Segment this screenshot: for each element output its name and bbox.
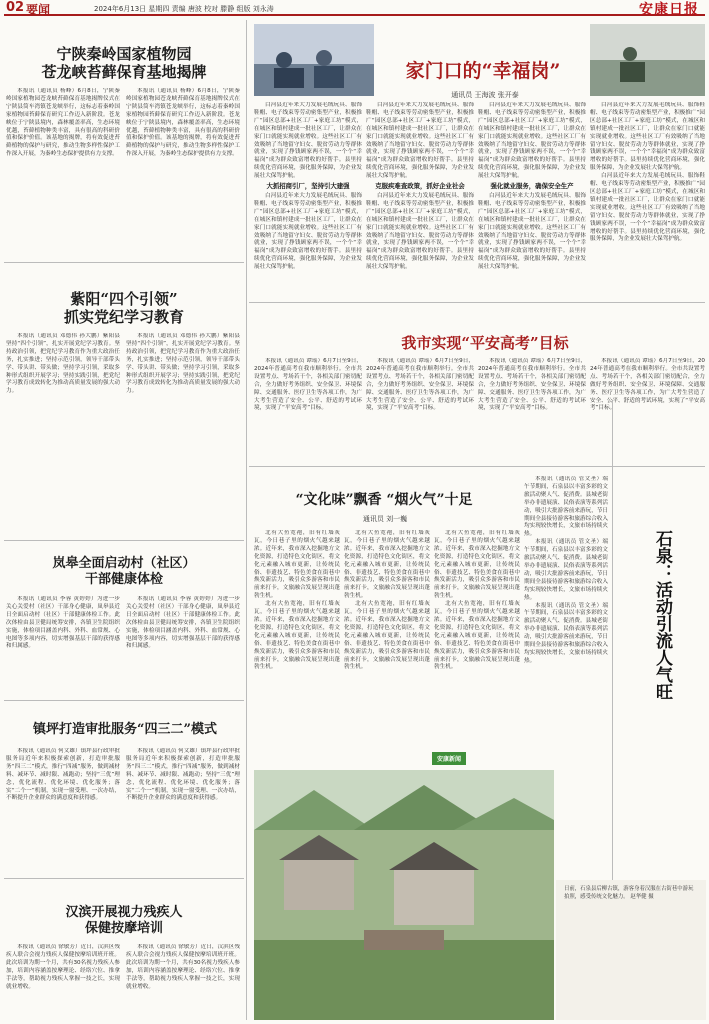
article-body: 本报讯（通讯员 李蓉 黄婷婷）为进一步关心关爱村（社区）干部身心健康，岚皋县近日全面启动村（社区）干部健康体检工作。此次体检由县卫健局统筹安排，各镇卫生院组织实施，体检项目涵盖内科、外科、血常规、心电图等多项内容，切实增强基层干部的获得感和归属感。 bbox=[6, 596, 120, 650]
article-headline: 镇坪打造审批服务“四三二”模式 bbox=[33, 722, 217, 737]
article-body-col3: 本报讯（通讯员 谭瑶）6月7日至9日，2024年普通高考在我市顺利举行。全市共设置考点、考场若干个，各相关部门密切配合，全力做好考务组织、安全保卫、环境保障、交通服务、医疗卫生等各项工作，为广大考生营造了安全、公平、舒适的考试环境，实现了“平安高考”目标。 bbox=[478, 358, 586, 412]
article-headline-vertical: 石泉：活动引流人气旺 bbox=[652, 530, 672, 700]
article-body-continued: 本报讯（通讯员 邓德伟 孙大鹏）紫阳县坚持“四个引领”，扎实开展党纪学习教育。坚持政治引领，把党纪学习教育作为重大政治任务，扎实推进；坚持示范引领，领导干部带头学、带头讲、带头做；坚持学习引领，采取多种形式组织开展学习；坚持实践引领，把党纪学习教育成效转化为推动高质量发展的强大动力。 bbox=[126, 333, 240, 395]
page-number: 02 bbox=[6, 0, 25, 15]
article-headline: 家门口的“幸福岗” bbox=[405, 60, 561, 82]
masthead bbox=[4, 0, 705, 16]
article-body-col3: 白河县近年来大力发展毛绒玩具、服饰鞋帽、电子线束等劳动密集型产业，积极推广“园区总部+社区工厂+家庭工坊”模式，在城区和镇村建成一批社区工厂，让群众在家门口就能实现就业增收。这些社区工厂有效吸纳了当地留守妇女、脱贫劳动力等群体就业，实现了挣钱顾家两不误，一个个“幸福岗”成为群众致富增收的好帮手。县里持续优化营商环境，强化服务保障，为企业发展壮大保驾护航。 强化就业服务，确保安全生产 白河县近年来大力发展毛绒玩具、服饰鞋帽、电子线束等劳动密集型产业，积极推广“园区总部+社区工厂+家庭工坊”模式，在城区和镇村建成一批社区工厂，让群众在家门口就能实现就业增收。这些社区工厂有效吸纳了当地留守妇女、脱贫劳动力等群体就业，实现了挣钱顾家两不误，一个个“幸福岗”成为群众致富增收的好帮手。县里持续优化营商环境，强化服务保障，为企业发展壮大保驾护航。 bbox=[478, 102, 586, 271]
section-rule bbox=[249, 302, 705, 303]
headline-line: 岚皋全面启动村（社区） bbox=[52, 556, 196, 571]
article-body-continued: 本报讯（通讯员 李蓉 黄婷婷）为进一步关心关爱村（社区）干部身心健康，岚皋县近日全面启动村（社区）干部健康体检工作。此次体检由县卫健局统筹安排，各镇卫生院组织实施，体检项目涵盖内科、外科、血常规、心电图等多项内容，切实增强基层干部的获得感和归属感。 bbox=[126, 596, 240, 650]
article-headline bbox=[14, 290, 234, 326]
article-subhead: 强化就业服务，确保安全生产 bbox=[490, 182, 574, 191]
photo-caption-box bbox=[556, 880, 706, 1020]
article-body: 本报讯（通讯员 何文雄）镇坪县行政审批服务局近年来积极探索创新，打造审批服务“四三二”模式，推行“四减”服务，做到减材料、减环节、减时限、减跑动；坚持“三优”理念，优化流程、优化环境、优化服务；落实“二个一”机制，实现一窗受理、一次办结，不断提升企业群众的满意度和获得感。 bbox=[6, 748, 120, 802]
article-body-col4: 白河县近年来大力发展毛绒玩具、服饰鞋帽、电子线束等劳动密集型产业，积极推广“园区总部+社区工厂+家庭工坊”模式，在城区和镇村建成一批社区工厂，让群众在家门口就能实现就业增收。这些社区工厂有效吸纳了当地留守妇女、脱贫劳动力等群体就业，实现了挣钱顾家两不误，一个个“幸福岗”成为群众致富增收的好帮手。县里持续优化营商环境，强化服务保障，为企业发展壮大保驾护航。 白河县近年来大力发展毛绒玩具、服饰鞋帽、电子线束等劳动密集型产业，积极推广“园区总部+社区工厂+家庭工坊”模式，在城区和镇村建成一批社区工厂，让群众在家门口就能实现就业增收。这些社区工厂有效吸纳了当地留守妇女、脱贫劳动力等群体就业，实现了挣钱顾家两不误，一个个“幸福岗”成为群众致富增收的好帮手。县里持续优化营商环境，强化服务保障，为企业发展壮大保驾护航。 bbox=[590, 102, 705, 243]
article-body: 本报讯（通讯员 邓德伟 孙大鹏）紫阳县坚持“四个引领”，扎实开展党纪学习教育。坚持政治引领，把党纪学习教育作为重大政治任务，扎实推进；坚持示范引领，领导干部带头学、带头讲、带头做；坚持学习引领，采取多种形式组织开展学习；坚持实践引领，把党纪学习教育成效转化为推动高质量发展的强大动力。 bbox=[6, 333, 120, 395]
column-rule bbox=[612, 400, 613, 960]
headline-line: 抓实党纪学习教育 bbox=[63, 308, 184, 326]
article-body: 白河县近年来大力发展毛绒玩具、服饰鞋帽、电子线束等劳动密集型产业，积极推广“园区总部+社区工厂+家庭工坊”模式，在城区和镇村建成一批社区工厂，让群众在家门口就能实现就业增收。这些社区工厂有效吸纳了当地留守妇女、脱贫劳动力等群体就业，实现了挣钱顾家两不误，一个个“幸福岗”成为群众致富增收的好帮手。县里持续优化营商环境，强化服务保障，为企业发展壮大保驾护航。 大抓招商引厂，坚持引大建强 白河县近年来大力发展毛绒玩具、服饰鞋帽、电子线束等劳动密集型产业，积极推广“园区总部+社区工厂+家庭工坊”模式，在城区和镇村建成一批社区工厂，让群众在家门口就能实现就业增收。这些社区工厂有效吸纳了当地留守妇女、脱贫劳动力等群体就业，实现了挣钱顾家两不误，一个个“幸福岗”成为群众致富增收的好帮手。县里持续优化营商环境，强化服务保障，为企业发展壮大保驾护航。 bbox=[254, 102, 362, 271]
headline-line: 保健按摩培训 bbox=[84, 920, 163, 936]
article-headline bbox=[14, 45, 234, 81]
article-body: 本报讯（通讯员 徐敏芳）近日，汉滨区残疾人联合会视力残疾人保健按摩培训班开班。此次培训为期一个月，共有30名视力残疾人参加，培训内容涵盖按摩理论、经络穴位、推拿手法等，帮助视力残疾人掌握一技之长，实现就业增收。 bbox=[6, 944, 120, 990]
article-body-continued: 本报讯（通讯员 杨峰）6月8日，宁陕秦岭国家植物园苍龙峡苔藓保育基地揭牌仪式在宁陕县筒车湾镇苍龙峡举行，这标志着秦岭国家植物园苔藓保育研究工作迈入新阶段。苍龙峡位于宁陕县境内，森林覆盖率高，生态环境优越，苔藓植物种类丰富，具有很高的科研价值和保护价值。该基地的揭牌，将有效促进苔藓植物的保护与研究，推动生物多样性保护工作深入开展，为秦岭生态保护提供有力支撑。 bbox=[126, 88, 240, 158]
article-headline: “文化味”飘香 “烟火气”十足 bbox=[295, 492, 473, 508]
section-name: 要闻 bbox=[26, 3, 51, 17]
workshop-photo-icon bbox=[254, 24, 374, 96]
headline-line: 苍龙峡苔藓保育基地揭牌 bbox=[41, 63, 207, 81]
section-tag: 安康新闻 bbox=[432, 752, 466, 765]
section-rule bbox=[249, 466, 705, 467]
article-body-col2: 北有大鱼宽袍，旧有红墙灰瓦，今日巷子里的烟火气越来越浓。近年来，我市深入挖掘地方文化资源，打造特色文化街区，将文化元素融入城市更新，让传统民俗、非遗技艺、特色美食在街巷中焕发新活力，吸引众多游客和市民前来打卡，文旅融合发展呈现出蓬勃生机。 北有大鱼宽袍，旧有红墙灰瓦，今日巷子里的烟火气越来越浓。近年来，我市深入挖掘地方文化资源，打造特色文化街区，将文化元素融入城市更新，让传统民俗、非遗技艺、特色美食在街巷中焕发新活力，吸引众多游客和市民前来打卡，文旅融合发展呈现出蓬勃生机。 bbox=[344, 530, 430, 671]
section-rule bbox=[4, 540, 244, 541]
article-body: 本报讯（通讯员 杨峰）6月8日，宁陕秦岭国家植物园苍龙峡苔藓保育基地揭牌仪式在宁陕县筒车湾镇苍龙峡举行，这标志着秦岭国家植物园苔藓保育研究工作迈入新阶段。苍龙峡位于宁陕县境内，森林覆盖率高，生态环境优越，苔藓植物种类丰富，具有很高的科研价值和保护价值。该基地的揭牌，将有效促进苔藓植物的保护与研究，推动生物多样性保护工作深入开展，为秦岭生态保护提供有力支撑。 bbox=[6, 88, 120, 158]
feature-photo-right bbox=[590, 24, 705, 96]
article-subhead: 克服疾难查政策，抓好企业社会 bbox=[375, 182, 465, 191]
article-body-col2: 本报讯（通讯员 谭瑶）6月7日至9日，2024年普通高考在我市顺利举行。全市共设置考点、考场若干个，各相关部门密切配合，全力做好考务组织、安全保卫、环境保障、交通服务、医疗卫生等各项工作，为广大考生营造了安全、公平、舒适的考试环境，实现了“平安高考”目标。 bbox=[366, 358, 474, 412]
photo-caption: 日前，石泉县后柳古镇，游客身着汉服在古街巷中游玩拍照，感受传统文化魅力。 赵华健 摄 bbox=[564, 886, 694, 900]
article-subhead: 大抓招商引厂，坚持引大建强 bbox=[266, 182, 350, 191]
section-rule bbox=[4, 878, 244, 879]
article-byline: 通讯员 刘一巍 bbox=[362, 515, 408, 523]
town-landscape-photo-icon bbox=[254, 770, 554, 1020]
headline-line: 紫阳“四个引领” bbox=[70, 290, 178, 308]
headline-line: 宁陕秦岭国家植物园 bbox=[56, 45, 192, 63]
article-body-col3: 北有大鱼宽袍，旧有红墙灰瓦，今日巷子里的烟火气越来越浓。近年来，我市深入挖掘地方文化资源，打造特色文化街区，将文化元素融入城市更新，让传统民俗、非遗技艺、特色美食在街巷中焕发新活力，吸引众多游客和市民前来打卡，文旅融合发展呈现出蓬勃生机。 北有大鱼宽袍，旧有红墙灰瓦，今日巷子里的烟火气越来越浓。近年来，我市深入挖掘地方文化资源，打造特色文化街区，将文化元素融入城市更新，让传统民俗、非遗技艺、特色美食在街巷中焕发新活力，吸引众多游客和市民前来打卡，文旅融合发展呈现出蓬勃生机。 bbox=[434, 530, 520, 671]
article-body: 北有大鱼宽袍，旧有红墙灰瓦，今日巷子里的烟火气越来越浓。近年来，我市深入挖掘地方文化资源，打造特色文化街区，将文化元素融入城市更新，让传统民俗、非遗技艺、特色美食在街巷中焕发新活力，吸引众多游客和市民前来打卡，文旅融合发展呈现出蓬勃生机。 北有大鱼宽袍，旧有红墙灰瓦，今日巷子里的烟火气越来越浓。近年来，我市深入挖掘地方文化资源，打造特色文化街区，将文化元素融入城市更新，让传统民俗、非遗技艺、特色美食在街巷中焕发新活力，吸引众多游客和市民前来打卡，文旅融合发展呈现出蓬勃生机。 bbox=[254, 530, 340, 671]
issue-line: 2024年6月13日 星期四 责编 唐波 校对 滕静 组版 刘永涛 bbox=[94, 5, 274, 13]
feature-photo bbox=[254, 24, 374, 96]
article-body-col4: 本报讯（通讯员 谭瑶）6月7日至9日，2024年普通高考在我市顺利举行。全市共设置考点、考场若干个，各相关部门密切配合，全力做好考务组织、安全保卫、环境保障、交通服务、医疗卫生等各项工作，为广大考生营造了安全、公平、舒适的考试环境，实现了“平安高考”目标。 bbox=[590, 358, 705, 412]
factory-photo-icon bbox=[590, 24, 705, 96]
newspaper-logo: 安康日报 bbox=[639, 2, 699, 18]
article-body: 本报讯（通讯员 谭瑶）6月7日至9日，2024年普通高考在我市顺利举行。全市共设置考点、考场若干个，各相关部门密切配合，全力做好考务组织、安全保卫、环境保障、交通服务、医疗卫生等各项工作，为广大考生营造了安全、公平、舒适的考试环境，实现了“平安高考”目标。 bbox=[254, 358, 362, 412]
article-byline: 通讯员 王海波 张开泰 bbox=[451, 91, 519, 99]
article-body: 本报讯（通讯员 管文圣）端午节期间，石泉县以丰富多彩的文旅活动聚人气、促消费。县城老街举办非遗展演、民俗表演等系列活动，吸引大批游客前来游玩，节日期间全县接待游客和旅游综合收入均实现较快增长，文旅市场持续火热。 本报讯（通讯员 管文圣）端午节期间，石泉县以丰富多彩的文旅活动聚人气、促消费。县城老街举办非遗展演、民俗表演等系列活动，吸引大批游客前来游玩，节日期间全县接待游客和旅游综合收入均实现较快增长，文旅市场持续火热。 本报讯（通讯员 管文圣）端午节期间，石泉县以丰富多彩的文旅活动聚人气、促消费。县城老街举办非遗展演、民俗表演等系列活动，吸引大批游客前来游玩，节日期间全县接待游客和旅游综合收入均实现较快增长，文旅市场持续火热。 bbox=[524, 476, 608, 664]
article-body-continued: 本报讯（通讯员 何文雄）镇坪县行政审批服务局近年来积极探索创新，打造审批服务“四三二”模式，推行“四减”服务，做到减材料、减环节、减时限、减跑动；坚持“三优”理念，优化流程、优化环境、优化服务；落实“二个一”机制，实现一窗受理、一次办结，不断提升企业群众的满意度和获得感。 bbox=[126, 748, 240, 802]
section-rule bbox=[4, 262, 244, 263]
town-photo bbox=[254, 770, 554, 1020]
headline-line: 干部健康体检 bbox=[84, 571, 163, 587]
article-body-continued: 本报讯（通讯员 徐敏芳）近日，汉滨区残疾人联合会视力残疾人保健按摩培训班开班。此次培训为期一个月，共有30名视力残疾人参加，培训内容涵盖按摩理论、经络穴位、推拿手法等，帮助视力残疾人掌握一技之长，实现就业增收。 bbox=[126, 944, 240, 990]
article-headline: 我市实现“平安高考”目标 bbox=[401, 334, 569, 352]
article-headline bbox=[14, 556, 234, 587]
article-headline bbox=[14, 905, 234, 936]
section-rule bbox=[4, 700, 244, 701]
column-rule bbox=[246, 20, 247, 1020]
article-body-col2: 白河县近年来大力发展毛绒玩具、服饰鞋帽、电子线束等劳动密集型产业，积极推广“园区总部+社区工厂+家庭工坊”模式，在城区和镇村建成一批社区工厂，让群众在家门口就能实现就业增收。这些社区工厂有效吸纳了当地留守妇女、脱贫劳动力等群体就业，实现了挣钱顾家两不误，一个个“幸福岗”成为群众致富增收的好帮手。县里持续优化营商环境，强化服务保障，为企业发展壮大保驾护航。 克服疾难查政策，抓好企业社会 白河县近年来大力发展毛绒玩具、服饰鞋帽、电子线束等劳动密集型产业，积极推广“园区总部+社区工厂+家庭工坊”模式，在城区和镇村建成一批社区工厂，让群众在家门口就能实现就业增收。这些社区工厂有效吸纳了当地留守妇女、脱贫劳动力等群体就业，实现了挣钱顾家两不误，一个个“幸福岗”成为群众致富增收的好帮手。县里持续优化营商环境，强化服务保障，为企业发展壮大保驾护航。 bbox=[366, 102, 474, 271]
headline-line: 汉滨开展视力残疾人 bbox=[65, 905, 183, 920]
